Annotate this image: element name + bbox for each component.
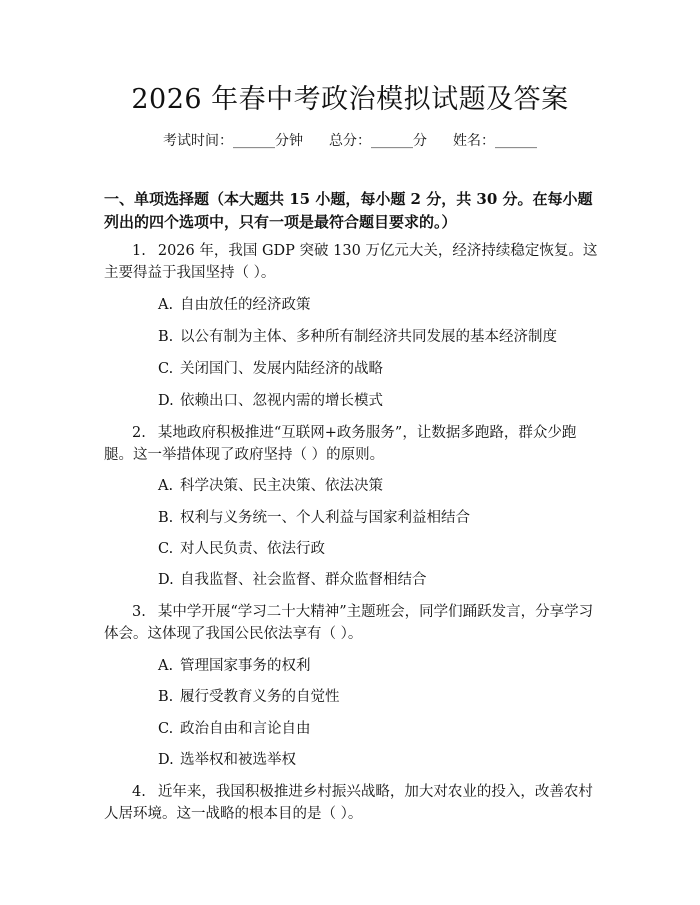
question-3-option-b bbox=[158, 686, 618, 708]
option-text: 依赖出口、忽视内需的增长模式 bbox=[180, 393, 383, 409]
exam-info-line bbox=[0, 130, 700, 152]
question-1-option-c bbox=[158, 358, 618, 380]
question-number: 2. bbox=[132, 425, 146, 441]
question-1-option-a bbox=[158, 294, 618, 316]
option-letter: C. bbox=[158, 721, 174, 737]
option-text: 政治自由和言论自由 bbox=[180, 721, 311, 737]
option-text: 自我监督、社会监督、群众监督相结合 bbox=[180, 572, 427, 588]
section-heading: 一、单项选择题（本大题共 15 小题，每小题 2 分，共 30 分。在每小题列出的四个选项中，只有一项是最符合题目要求的。） bbox=[104, 190, 593, 231]
question-2-option-d bbox=[158, 569, 618, 591]
question-2-option-c bbox=[158, 538, 618, 560]
option-letter: C. bbox=[158, 541, 174, 557]
total-score-field: 总分：______分 bbox=[329, 133, 427, 149]
option-letter: B. bbox=[158, 689, 174, 705]
question-2-option-b bbox=[158, 507, 618, 529]
option-text: 权利与义务统一、个人利益与国家利益相结合 bbox=[180, 510, 470, 526]
option-letter: A. bbox=[158, 478, 174, 494]
option-text: 自由放任的经济政策 bbox=[180, 297, 311, 313]
question-4 bbox=[104, 781, 604, 825]
option-letter: A. bbox=[158, 297, 174, 313]
question-number: 3. bbox=[132, 604, 146, 620]
question-1 bbox=[104, 240, 604, 284]
question-2 bbox=[104, 422, 604, 466]
question-stem: 2026 年，我国 GDP 突破 130 万亿元大关，经济持续稳定恢复。这主要得益于我国坚持（ ）。 bbox=[104, 243, 598, 281]
option-text: 对人民负责、依法行政 bbox=[180, 541, 325, 557]
exam-time-field: 考试时间：______分钟 bbox=[163, 133, 303, 149]
question-3-option-a bbox=[158, 655, 618, 677]
option-text: 科学决策、民主决策、依法决策 bbox=[180, 478, 383, 494]
option-letter: D. bbox=[158, 393, 174, 409]
option-text: 履行受教育义务的自觉性 bbox=[180, 689, 340, 705]
question-stem: 某地政府积极推进“互联网+政务服务”，让数据多跑路，群众少跑腿。这一举措体现了政府坚持（ ）的原则。 bbox=[104, 425, 577, 463]
question-3-option-d bbox=[158, 749, 618, 771]
option-letter: B. bbox=[158, 329, 174, 345]
exam-title: 2026 年春中考政治模拟试题及答案 bbox=[131, 84, 569, 115]
question-3-option-c bbox=[158, 718, 618, 740]
option-text: 关闭国门、发展内陆经济的战略 bbox=[180, 361, 383, 377]
question-stem: 某中学开展“学习二十大精神”主题班会，同学们踊跃发言，分享学习体会。这体现了我国公民依法享有（ ）。 bbox=[104, 604, 594, 642]
student-name-field: 姓名：______ bbox=[453, 133, 537, 149]
question-number: 1. bbox=[132, 243, 146, 259]
question-number: 4. bbox=[132, 784, 146, 800]
option-text: 以公有制为主体、多种所有制经济共同发展的基本经济制度 bbox=[180, 329, 557, 345]
option-letter: C. bbox=[158, 361, 174, 377]
option-letter: A. bbox=[158, 658, 174, 674]
option-letter: D. bbox=[158, 572, 174, 588]
option-letter: D. bbox=[158, 752, 174, 768]
question-stem: 近年来，我国积极推进乡村振兴战略，加大对农业的投入，改善农村人居环境。这一战略的根本目的是（ ）。 bbox=[104, 784, 593, 822]
question-3 bbox=[104, 601, 604, 645]
question-2-option-a bbox=[158, 475, 618, 497]
question-1-option-d bbox=[158, 390, 618, 412]
question-1-option-b bbox=[158, 326, 618, 348]
option-letter: B. bbox=[158, 510, 174, 526]
option-text: 选举权和被选举权 bbox=[180, 752, 296, 768]
option-text: 管理国家事务的权利 bbox=[180, 658, 311, 674]
